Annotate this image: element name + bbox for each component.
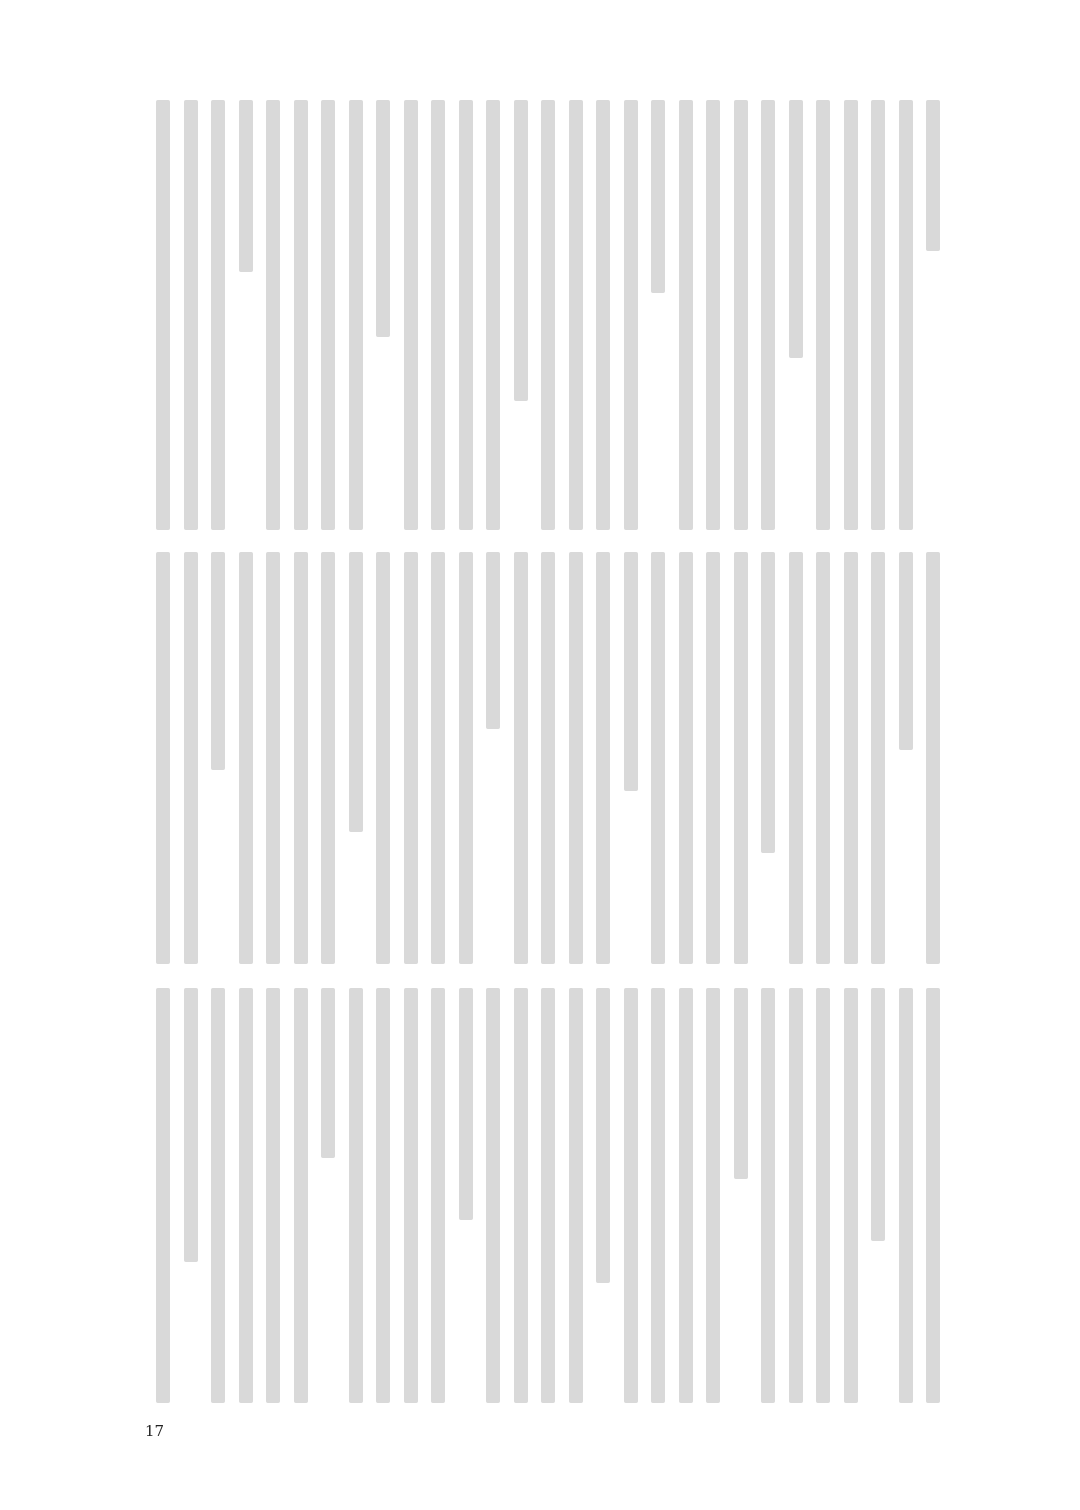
text-column-placeholder: [266, 988, 280, 1403]
text-column-placeholder: [431, 988, 445, 1403]
text-column-placeholder: [431, 100, 445, 530]
text-column-placeholder: [321, 100, 335, 530]
text-column-placeholder: [156, 100, 170, 530]
text-column-placeholder: [514, 552, 528, 964]
text-column-placeholder: [266, 552, 280, 964]
text-column-placeholder: [541, 552, 555, 964]
text-column-placeholder: [761, 100, 775, 530]
text-column-placeholder: [156, 552, 170, 964]
text-column-placeholder: [651, 100, 665, 293]
text-column-placeholder: [349, 552, 363, 832]
text-column-placeholder: [926, 100, 940, 251]
text-band-middle: [140, 552, 940, 964]
text-column-placeholder: [376, 100, 390, 337]
text-column-placeholder: [734, 552, 748, 964]
text-column-placeholder: [349, 100, 363, 530]
text-column-placeholder: [624, 100, 638, 530]
text-column-placeholder: [376, 988, 390, 1403]
text-column-placeholder: [679, 100, 693, 530]
text-column-placeholder: [184, 100, 198, 530]
text-column-placeholder: [431, 552, 445, 964]
text-column-placeholder: [156, 988, 170, 1403]
text-column-placeholder: [459, 552, 473, 964]
text-column-placeholder: [789, 552, 803, 964]
text-column-placeholder: [294, 988, 308, 1403]
text-column-placeholder: [211, 100, 225, 530]
text-column-placeholder: [184, 988, 198, 1262]
text-column-placeholder: [651, 988, 665, 1403]
text-column-placeholder: [321, 988, 335, 1158]
text-column-placeholder: [926, 552, 940, 964]
text-column-placeholder: [239, 100, 253, 272]
text-column-placeholder: [459, 100, 473, 530]
text-column-placeholder: [706, 552, 720, 964]
text-column-placeholder: [734, 100, 748, 530]
text-column-placeholder: [404, 552, 418, 964]
text-column-placeholder: [789, 100, 803, 358]
text-column-placeholder: [706, 100, 720, 530]
text-column-placeholder: [596, 552, 610, 964]
text-column-placeholder: [459, 988, 473, 1220]
text-column-placeholder: [651, 552, 665, 964]
text-column-placeholder: [486, 552, 500, 729]
text-column-placeholder: [266, 100, 280, 530]
text-column-placeholder: [486, 100, 500, 530]
text-column-placeholder: [679, 552, 693, 964]
text-column-placeholder: [569, 100, 583, 530]
text-column-placeholder: [541, 988, 555, 1403]
text-column-placeholder: [844, 100, 858, 530]
text-column-placeholder: [761, 552, 775, 853]
text-column-placeholder: [899, 552, 913, 750]
text-column-placeholder: [624, 552, 638, 791]
text-column-placeholder: [541, 100, 555, 530]
text-column-placeholder: [569, 988, 583, 1403]
text-column-placeholder: [376, 552, 390, 964]
text-column-placeholder: [899, 100, 913, 530]
text-column-placeholder: [926, 988, 940, 1403]
text-column-placeholder: [871, 100, 885, 530]
text-band-top: [140, 100, 940, 530]
text-column-placeholder: [294, 552, 308, 964]
text-column-placeholder: [706, 988, 720, 1403]
text-column-placeholder: [514, 100, 528, 401]
text-column-placeholder: [569, 552, 583, 964]
text-column-placeholder: [596, 988, 610, 1283]
text-column-placeholder: [844, 552, 858, 964]
text-column-placeholder: [679, 988, 693, 1403]
text-column-placeholder: [211, 988, 225, 1403]
text-column-placeholder: [404, 100, 418, 530]
text-column-placeholder: [239, 552, 253, 964]
text-column-placeholder: [624, 988, 638, 1403]
text-column-placeholder: [761, 988, 775, 1403]
text-column-placeholder: [211, 552, 225, 770]
text-column-placeholder: [239, 988, 253, 1403]
text-column-placeholder: [349, 988, 363, 1403]
text-column-placeholder: [514, 988, 528, 1403]
text-band-bottom: [140, 988, 940, 1403]
text-column-placeholder: [404, 988, 418, 1403]
page-number: 17: [145, 1422, 165, 1440]
text-column-placeholder: [294, 100, 308, 530]
text-column-placeholder: [789, 988, 803, 1403]
text-column-placeholder: [816, 552, 830, 964]
text-column-placeholder: [184, 552, 198, 964]
text-column-placeholder: [816, 100, 830, 530]
text-column-placeholder: [321, 552, 335, 964]
text-column-placeholder: [734, 988, 748, 1179]
text-column-placeholder: [596, 100, 610, 530]
text-column-placeholder: [871, 552, 885, 964]
text-column-placeholder: [816, 988, 830, 1403]
text-column-placeholder: [871, 988, 885, 1241]
text-column-placeholder: [844, 988, 858, 1403]
text-column-placeholder: [486, 988, 500, 1403]
text-column-placeholder: [899, 988, 913, 1403]
